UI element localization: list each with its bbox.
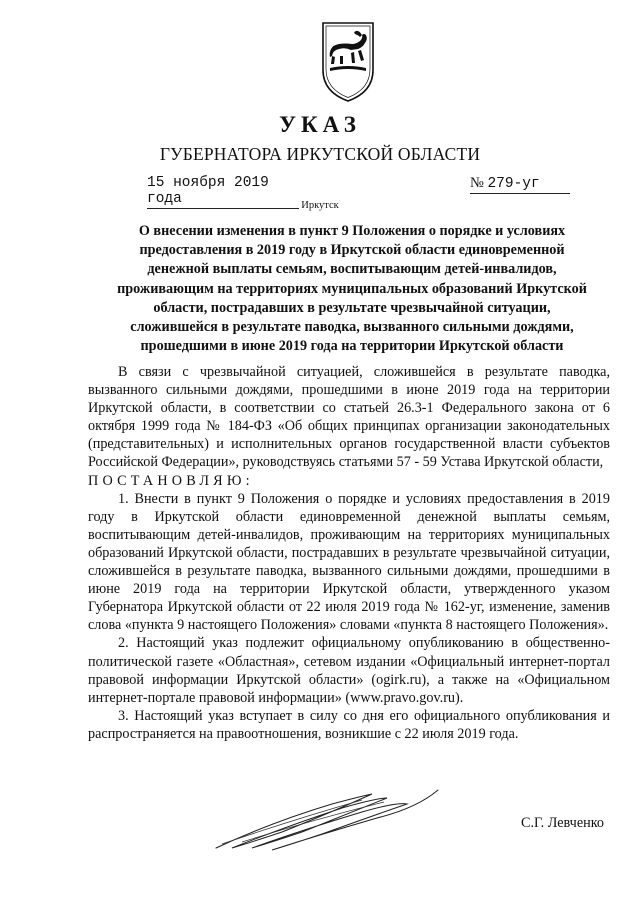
handwritten-signature-icon bbox=[212, 782, 442, 856]
document-city: Иркутск bbox=[301, 200, 339, 211]
number-sign: № bbox=[470, 175, 484, 191]
document-number bbox=[470, 175, 570, 194]
heading-line: сложившейся в результате паводка, вызванного сильными дождями, bbox=[130, 319, 574, 336]
item-1-paragraph: 1. Внести в пункт 9 Положения о порядке и условиях предоставления в 2019 году в Иркутской области единовременной денежной выплаты семьям, воспитывающим детей-инвалидов, проживающим на территориях муниципальных образований Иркутской области, пострадавших в результате чрезвычайной ситуации, сложившейся в результате паводка, вызванного сильными дождями, прошедшими в июне 2019 года на территории Иркутской области, утвержденного указом Губернатора Иркутской области от 22 июля 2019 года № 162-уг, изменение, заменив слова «пункта 9 настоящего Положения» словами «пункта 8 настоящего Положения». bbox=[88, 490, 610, 634]
heading-line: денежной выплаты семьям, воспитывающим детей-инвалидов, bbox=[147, 261, 557, 278]
decree-word: ПОСТАНОВЛЯЮ: bbox=[88, 472, 254, 489]
number-value: 279-уг bbox=[487, 176, 540, 192]
item-2-paragraph: 2. Настоящий указ подлежит официальному опубликованию в общественно-политической газете «Областная», сетевом издании «Официальный интернет-портал правовой информации Иркутской области» (ogirk.ru), а также на «Официальном интернет-портале правовой информации» (www.pravo.gov.ru). bbox=[88, 635, 610, 706]
heading-line: проживающим на территориях муниципальных образований Иркутской bbox=[117, 280, 587, 297]
heading-line: О внесении изменения в пункт 9 Положения о порядке и условиях bbox=[138, 223, 566, 239]
irkutsk-coat-of-arms-icon bbox=[318, 20, 378, 104]
document-subtitle: ГУБЕРНАТОРА ИРКУТСКОЙ ОБЛАСТИ bbox=[159, 144, 481, 164]
item-3-paragraph: 3. Настоящий указ вступает в силу со дня его официального опубликования и распространяется на правоотношения, возникшие с 22 июля 2019 года. bbox=[88, 707, 610, 742]
document-date: 15 ноября 2019 года bbox=[147, 175, 299, 209]
preamble-paragraph: В связи с чрезвычайной ситуацией, сложившейся в результате паводка, вызванного сильными дождями, прошедшими в июне 2019 года на территории Иркутской области, в соответствии со статьей 26.3-1 Федерального закона от 6 октября 1999 года № 184-ФЗ «Об общих принципах организации законодательных (представительных) и исполнительных органов государственной власти субъектов Российской Федерации», руководствуясь статьями 57 - 59 Устава Иркутской области, bbox=[88, 364, 610, 471]
document-title: УКАЗ bbox=[279, 112, 361, 137]
document-heading bbox=[92, 222, 612, 356]
heading-line: области, пострадавших в результате чрезвычайной ситуации, bbox=[153, 299, 551, 316]
document-body bbox=[88, 363, 610, 743]
heading-line: предоставления в 2019 году в Иркутской области единовременной bbox=[139, 242, 565, 259]
heading-line: прошедшими в июне 2019 года на территории Иркутской области bbox=[140, 338, 564, 355]
signatory-name: С.Г. Левченко bbox=[521, 815, 604, 831]
